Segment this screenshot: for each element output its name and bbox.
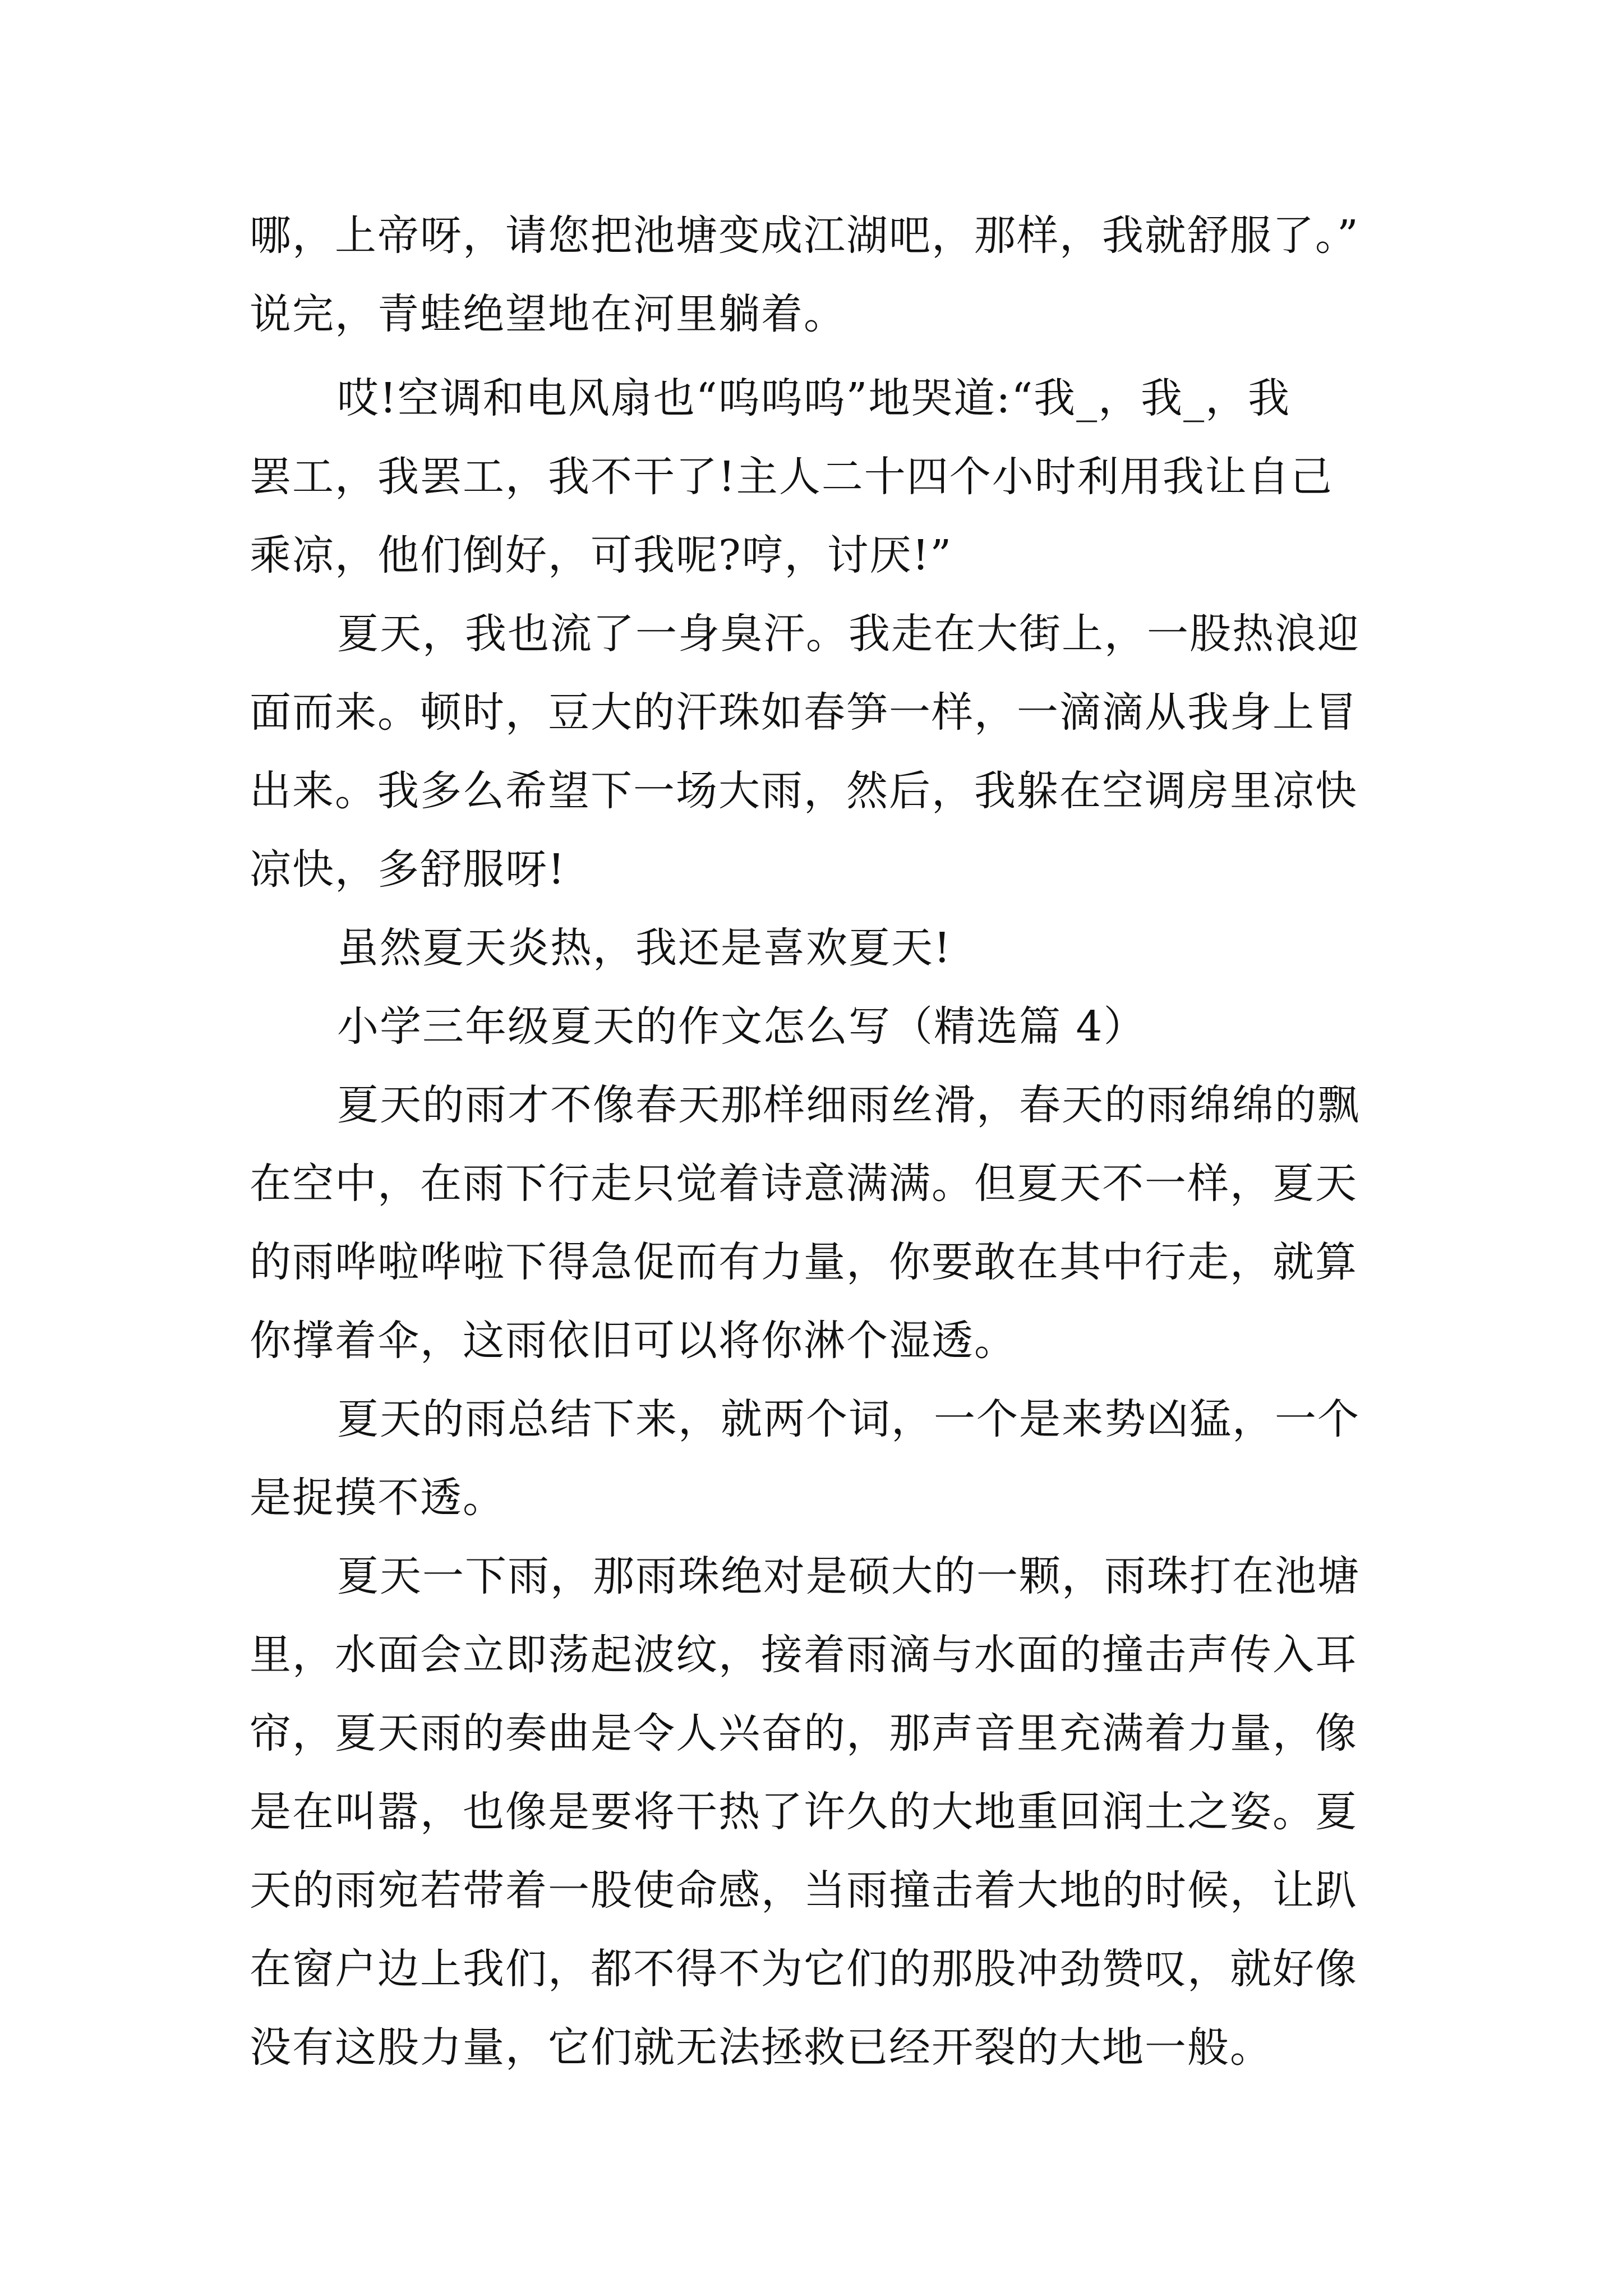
paragraph-first-line: 哎!空调和电风扇也“呜呜呜”地哭道:“我_，我_，我 bbox=[337, 374, 1291, 422]
text-line: 在空中，在雨下行走只觉着诗意满满。但夏天不一样，夏天 bbox=[250, 1159, 1358, 1208]
paragraph-first-line: 夏天一下雨，那雨珠绝对是硕大的一颗，雨珠打在池塘 bbox=[337, 1552, 1360, 1600]
text-line: 的雨哗啦哗啦下得急促而有力量，你要敢在其中行走，就算 bbox=[250, 1238, 1358, 1286]
text-line: 面而来。顿时，豆大的汗珠如春笋一样，一滴滴从我身上冒 bbox=[250, 688, 1358, 737]
text-line: 天的雨宛若带着一股使命感，当雨撞击着大地的时候，让趴 bbox=[250, 1866, 1358, 1915]
text-line: 在窗户边上我们，都不得不为它们的那股冲劲赞叹，就好像 bbox=[250, 1945, 1358, 1993]
text-line: 出来。我多么希望下一场大雨，然后，我躲在空调房里凉快 bbox=[250, 767, 1358, 815]
paragraph-first-line: 夏天的雨总结下来，就两个词，一个是来势凶猛，一个 bbox=[337, 1395, 1360, 1443]
section-heading: 小学三年级夏天的作文怎么写（精选篇 4） bbox=[337, 1002, 1146, 1051]
text-line: 是捉摸不透。 bbox=[250, 1474, 505, 1522]
text-line: 乘凉，他们倒好，可我呢?哼，讨厌!” bbox=[250, 531, 953, 579]
text-line: 说完，青蛙绝望地在河里躺着。 bbox=[250, 290, 846, 338]
paragraph-first-line: 夏天，我也流了一身臭汗。我走在大街上，一股热浪迎 bbox=[337, 610, 1360, 658]
text-line: 里，水面会立即荡起波纹，接着雨滴与水面的撞击声传入耳 bbox=[250, 1631, 1358, 1679]
text-line: 没有这股力量，它们就无法拯救已经开裂的大地一般。 bbox=[250, 2023, 1272, 2072]
text-line: 哪，上帝呀，请您把池塘变成江湖吧，那样，我就舒服了。” bbox=[250, 211, 1359, 260]
text-line: 帘，夏天雨的奏曲是令人兴奋的，那声音里充满着力量，像 bbox=[250, 1709, 1358, 1757]
text-line: 罢工，我罢工，我不干了!主人二十四个小时利用我让自己 bbox=[250, 453, 1333, 501]
text-line: 你撑着伞，这雨依旧可以将你淋个湿透。 bbox=[250, 1317, 1017, 1365]
text-line: 是在叫嚣，也像是要将干热了许久的大地重回润土之姿。夏 bbox=[250, 1788, 1358, 1836]
paragraph-first-line: 虽然夏天炎热，我还是喜欢夏天! bbox=[337, 924, 952, 972]
text-line: 凉快，多舒服呀! bbox=[250, 845, 566, 894]
paragraph-first-line: 夏天的雨才不像春天那样细雨丝滑，春天的雨绵绵的飘 bbox=[337, 1081, 1360, 1129]
